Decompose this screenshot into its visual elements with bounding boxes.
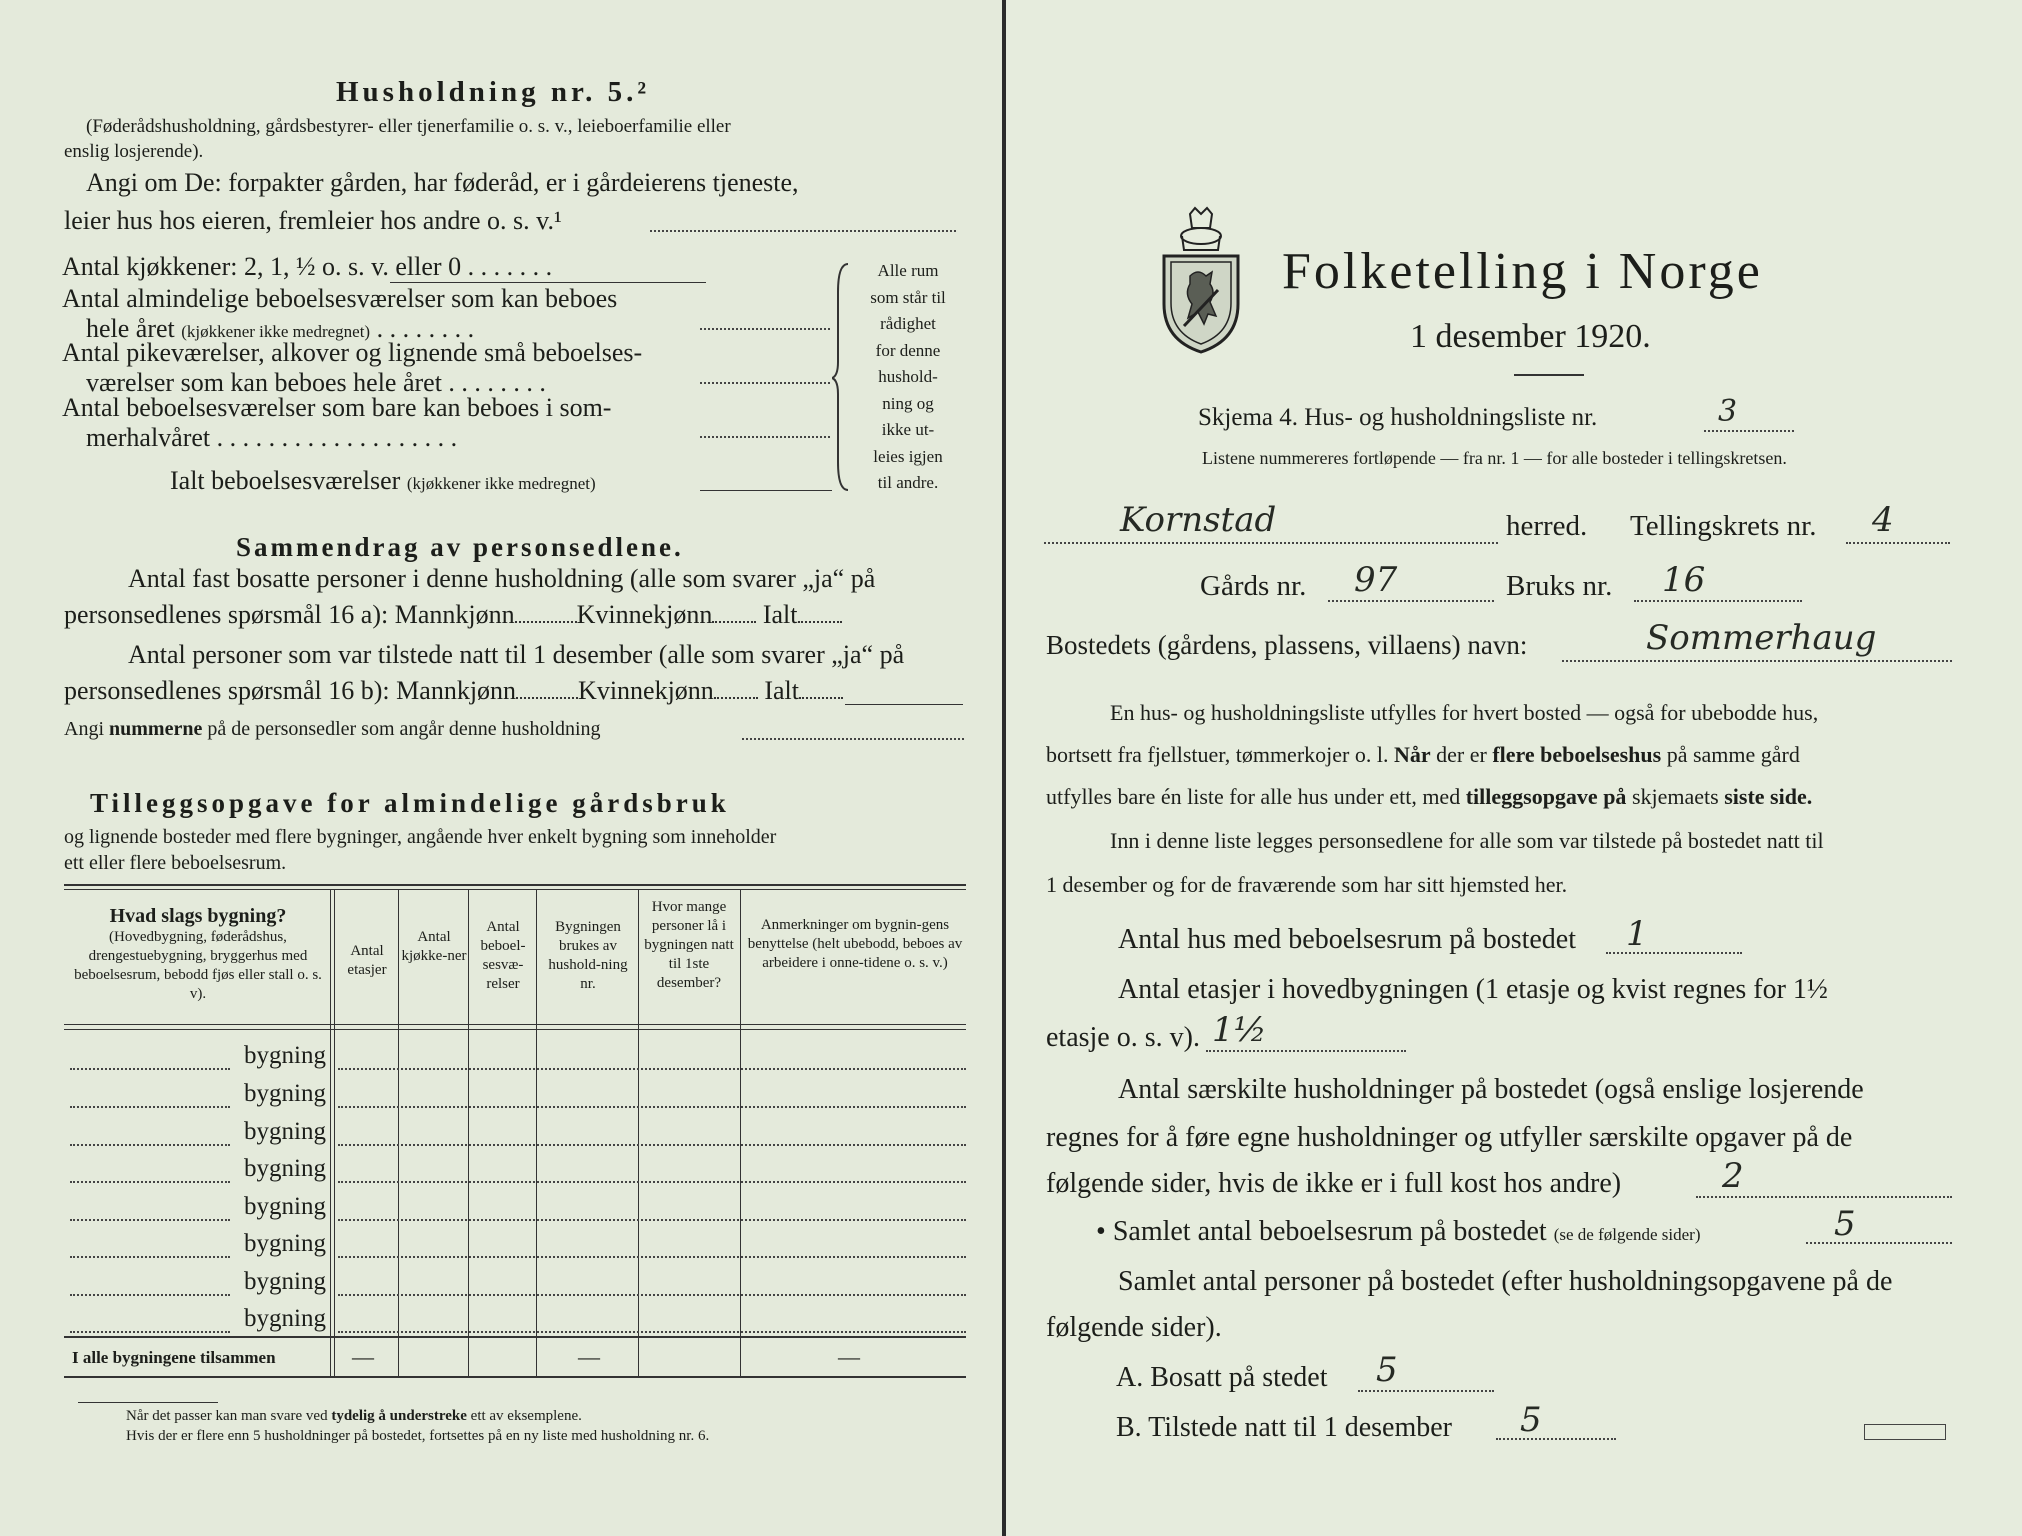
table-row-4: bygning	[244, 1155, 326, 1182]
q-resident-label: A. Bosatt på stedet	[1116, 1362, 1328, 1393]
q-floors-line1: Antal etasjer i hovedbygningen (1 etasje og kvist regnes for 1½	[1118, 974, 1828, 1005]
col-header-remarks: Anmerkninger om bygnin-gens benyttelse (helt ubebodd, beboes av arbeidere i onne-tidene o. s. v.)	[747, 917, 963, 971]
q-households-fill	[1696, 1196, 1952, 1198]
q-resident-fill	[1358, 1390, 1494, 1392]
bruks-fill	[1634, 600, 1802, 602]
maid-fill	[700, 382, 830, 384]
herred-label: herred.	[1506, 510, 1588, 542]
para2-line1: Inn i denne liste legges personsedlene for alle som var tilstede på bostedet natt til	[1110, 828, 1824, 853]
row-3-cells	[338, 1144, 966, 1146]
row-5-fill	[70, 1219, 230, 1221]
table-top-border-2	[64, 889, 966, 890]
supplement-text-line1: og lignende bosteder med flere bygninger, angående hver enkelt bygning som inneholder	[64, 826, 777, 848]
table-row-3: bygning	[244, 1118, 326, 1145]
col-divider-1	[330, 890, 331, 1376]
summary-p1-line1: Antal fast bosatte personer i denne husholdning (alle som svarer „ja“ på	[128, 564, 876, 593]
printer-stamp	[1864, 1424, 1946, 1440]
total-floors-dash: —	[352, 1344, 374, 1369]
q-persons-line2: følgende sider).	[1046, 1312, 1222, 1343]
q-rooms-label: • Samlet antal beboelsesrum på bostedet (se de følgende sider)	[1096, 1216, 1701, 1247]
herred-value: Kornstad	[1120, 500, 1277, 540]
q-present-value: 5	[1520, 1400, 1542, 1440]
q-houses-label: Antal hus med beboelsesrum på bostedet	[1118, 924, 1577, 955]
para1-line1: En hus- og husholdningsliste utfylles for hvert bosted — også for ubebodde hus,	[1110, 700, 1819, 725]
q-present-fill	[1496, 1438, 1616, 1440]
q-floors-line2: etasje o. s. v).	[1046, 1022, 1200, 1053]
summer-fill	[700, 436, 830, 438]
row-7-cells	[338, 1294, 966, 1296]
table-total-label: I alle bygningene tilsammen	[72, 1348, 276, 1367]
summary-p2-line1: Antal personer som var tilstede natt til 1 desember (alle som svarer „ja“ på	[128, 640, 905, 669]
table-row-5: bygning	[244, 1193, 326, 1220]
bosted-value: Sommerhaug	[1646, 618, 1877, 658]
household-note-line1: (Føderådshusholdning, gårdsbestyrer- eller tjenerfamilie o. s. v., leieboerfamilie eller	[86, 116, 731, 137]
col-divider-3	[468, 890, 469, 1376]
col-header-household: Bygningen brukes av hushold-ning nr.	[548, 919, 628, 992]
kitchens-label: Antal kjøkkener: 2, 1, ½ o. s. v. eller 0 . . . . . . .	[62, 252, 553, 281]
footnote-1: Når det passer kan man svare ved tydelig å understreke ett av eksemplene.	[126, 1408, 582, 1424]
gards-fill	[1328, 600, 1494, 602]
summary-angi-fill	[742, 738, 964, 740]
left-page	[0, 0, 1004, 1536]
total-household-dash: —	[578, 1344, 600, 1369]
skjema-label: Skjema 4. Hus- og husholdningsliste nr.	[1198, 404, 1598, 431]
q-houses-fill	[1606, 952, 1742, 954]
summer-rooms-line1: Antal beboelsesværelser som bare kan beboes i som-	[62, 393, 612, 422]
census-date: 1 desember 1920.	[1410, 318, 1651, 355]
row-2-fill	[70, 1106, 230, 1108]
skjema-value: 3	[1718, 394, 1738, 429]
table-row-6: bygning	[244, 1230, 326, 1257]
col-header-persons: Hvor mange personer lå i bygningen natt til 1ste desember?	[644, 899, 734, 991]
total-rooms-label: Ialt beboelsesværelser (kjøkkener ikke medregnet)	[170, 466, 596, 495]
angi-line2: leier hus hos eieren, fremleier hos andre o. s. v.¹	[64, 206, 562, 235]
bosted-label: Bostedets (gårdens, plassens, villaens) navn:	[1046, 630, 1528, 660]
total-rooms-underline	[700, 490, 832, 491]
table-bottom-border	[64, 1376, 966, 1378]
col-header-building-type: Hvad slags bygning? (Hovedbygning, føderådshus, drengestuebygning, bryggerhus med beboelsesrum, bebodd fjøs eller stall o. s. v).	[74, 905, 322, 1002]
row-2-cells	[338, 1106, 966, 1108]
household-title: Husholdning nr. 5.²	[336, 76, 651, 108]
q-households-line1: Antal særskilte husholdninger på bostedet (også enslige losjerende	[1118, 1074, 1864, 1105]
row-6-cells	[338, 1256, 966, 1258]
table-row-8: bygning	[244, 1305, 326, 1332]
table-row-1: bygning	[244, 1042, 326, 1069]
angi-line1: Angi om De: forpakter gården, har føderåd, er i gårdeierens tjeneste,	[86, 168, 799, 197]
total-remarks-dash: —	[838, 1344, 860, 1369]
para2-line2: 1 desember og for de fraværende som har sitt hjemsted her.	[1046, 872, 1568, 897]
q-floors-fill	[1206, 1050, 1406, 1052]
kitchens-underline	[390, 282, 706, 283]
herred-fill	[1044, 542, 1498, 544]
tellingskrets-value: 4	[1872, 500, 1894, 540]
q-resident-value: 5	[1376, 1350, 1398, 1390]
brace-note: Alle rum som står til rådighet for denne hushold- ning og ikke ut- leies igjen til andre.	[870, 261, 946, 492]
listene-note: Listene nummereres fortløpende — fra nr. 1 — for alle bosteder i tellingskretsen.	[1202, 448, 1787, 468]
coat-of-arms-icon	[1160, 206, 1242, 354]
col-divider-4	[536, 890, 537, 1376]
col-divider-6	[740, 890, 741, 1376]
q-rooms-value: 5	[1834, 1204, 1856, 1244]
supplement-title: Tilleggsopgave for almindelige gårdsbruk	[90, 788, 730, 818]
summary-angi: Angi nummerne på de personsedler som angår denne husholdning	[64, 718, 601, 740]
q-floors-value: 1½	[1212, 1010, 1267, 1050]
col-header-kitchens: Antal kjøkke-ner	[401, 929, 467, 964]
ordinary-fill	[700, 328, 830, 330]
row-5-cells	[338, 1219, 966, 1221]
summary-p2-line2: personsedlenes spørsmål 16 b): Mannkjønn Kvinnekjønn Ialt	[64, 676, 843, 706]
brace-icon	[832, 262, 852, 492]
supplement-text-line2: ett eller flere beboelsesrum.	[64, 852, 287, 874]
q-households-line2: regnes for å føre egne husholdninger og utfyller særskilte opgaver på de	[1046, 1122, 1853, 1153]
q-persons-line1: Samlet antal personer på bostedet (efter husholdningsopgavene på de	[1118, 1266, 1893, 1297]
row-3-fill	[70, 1144, 230, 1146]
tellingskrets-fill	[1846, 542, 1950, 544]
col-header-rooms: Antal beboel-sesvæ-relser	[480, 919, 526, 992]
summer-rooms-line2: merhalvåret . . . . . . . . . . . . . . . . . . .	[86, 423, 458, 452]
row-8-fill	[70, 1331, 230, 1333]
gards-label: Gårds nr.	[1200, 570, 1307, 602]
skjema-fill	[1704, 430, 1794, 432]
table-row-7: bygning	[244, 1268, 326, 1295]
footnote-rule	[78, 1402, 218, 1403]
table-total-top-border	[64, 1336, 966, 1338]
right-page	[1006, 0, 2022, 1536]
summary-ialt-underline	[845, 704, 963, 705]
tellingskrets-label: Tellingskrets nr.	[1630, 510, 1817, 542]
table-header-border	[64, 1024, 966, 1025]
summary-title: Sammendrag av personsedlene.	[236, 532, 684, 562]
row-4-fill	[70, 1181, 230, 1183]
footnote-2: Hvis der er flere enn 5 husholdninger på bostedet, fortsettes på en ny liste med husholdning nr. 6.	[126, 1428, 710, 1444]
table-header-border-2	[64, 1029, 966, 1030]
para1-line2: bortsett fra fjellstuer, tømmerkojer o. l. Når der er flere beboelseshus på samme gård	[1046, 742, 1800, 767]
bruks-label: Bruks nr.	[1506, 570, 1613, 602]
maid-rooms-line2: værelser som kan beboes hele året . . . . . . . .	[86, 368, 546, 397]
q-rooms-fill	[1806, 1242, 1952, 1244]
bosted-fill	[1562, 660, 1952, 662]
ordinary-rooms-line2: hele året (kjøkkener ikke medregnet) . . . . . . . .	[86, 314, 475, 343]
para1-line3: utfylles bare én liste for alle hus under ett, med tilleggsopgave på skjemaets siste side.	[1046, 784, 1813, 809]
household-note-line2: enslig losjerende).	[64, 141, 204, 162]
col-divider-2	[398, 890, 399, 1376]
col-header-floors: Antal etasjer	[347, 943, 387, 978]
q-present-label: B. Tilstede natt til 1 desember	[1116, 1412, 1452, 1443]
row-6-fill	[70, 1256, 230, 1258]
table-row-2: bygning	[244, 1080, 326, 1107]
title-rule	[1514, 374, 1584, 376]
col-divider-1b	[334, 890, 335, 1376]
q-houses-value: 1	[1626, 914, 1648, 954]
gards-value: 97	[1354, 560, 1398, 600]
row-1-fill	[70, 1068, 230, 1070]
q-households-line3: følgende sider, hvis de ikke er i full kost hos andre)	[1046, 1168, 1622, 1199]
q-households-value: 2	[1722, 1156, 1744, 1196]
table-top-border	[64, 884, 966, 886]
row-8-cells	[338, 1331, 966, 1333]
angi-fill-line	[650, 230, 956, 232]
summary-p1-line2: personsedlenes spørsmål 16 a): Mannkjønn Kvinnekjønn Ialt	[64, 600, 842, 630]
ordinary-rooms-line1: Antal almindelige beboelsesværelser som kan beboes	[62, 284, 618, 313]
maid-rooms-line1: Antal pikeværelser, alkover og lignende små beboelses-	[62, 338, 643, 367]
row-7-fill	[70, 1294, 230, 1296]
bruks-value: 16	[1662, 560, 1706, 600]
row-4-cells	[338, 1181, 966, 1183]
census-title: Folketelling i Norge	[1282, 243, 1763, 300]
row-1-cells	[338, 1068, 966, 1070]
col-divider-5	[638, 890, 639, 1376]
